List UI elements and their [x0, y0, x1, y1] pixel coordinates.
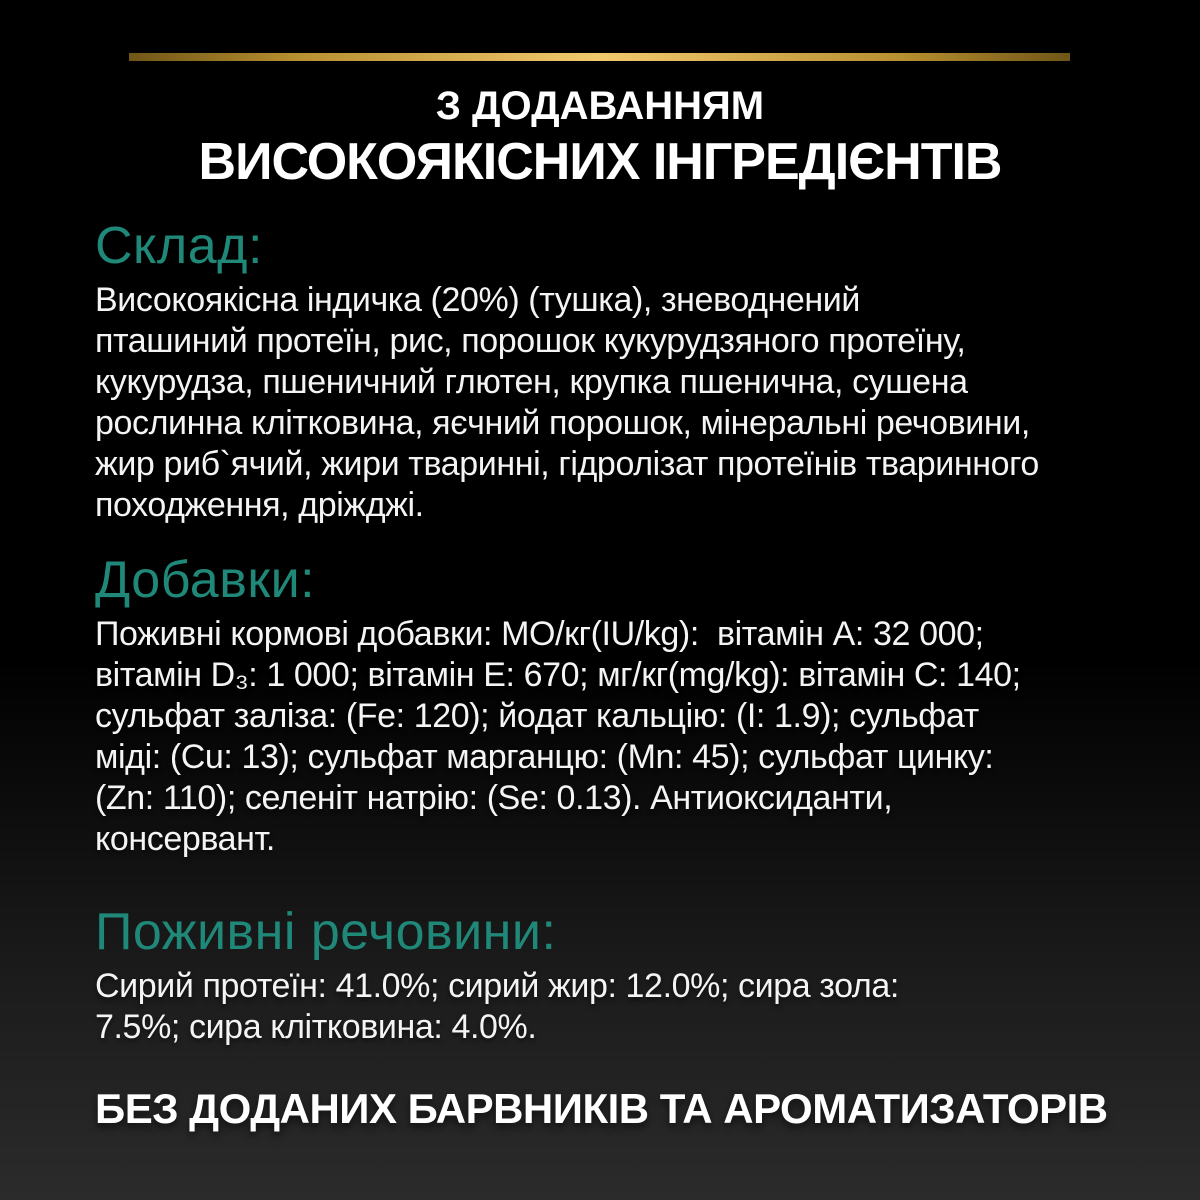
nutrients-title: Поживні речовини: — [95, 903, 557, 961]
composition-body: Високоякісна індичка (20%) (тушка), зневоднений пташиний протеїн, рис, порошок кукурудзяного протеїну, кукурудза, пшеничний глютен, крупка пшенична, сушена рослинна клітковина, яєчний порошок, мінеральні речовини, жир риб`ячий, жири тваринні, гідролізат протеїнів тваринного походження, дріжджі. — [95, 281, 1039, 524]
header-subtitle: З ДОДАВАННЯМ — [435, 84, 765, 128]
no-additives-claim: БЕЗ ДОДАНИХ БАРВНИКІВ ТА АРОМАТИЗАТОРІВ — [95, 1085, 1108, 1132]
additives-body: Поживні кормові добавки: МО/кг(IU/kg): вітамін A: 32 000; вітамін D₃: 1 000; вітамін E: 670; мг/кг(mg/kg): вітамін C: 140; сульфат заліза: (Fe: 120); йодат кальцію: (I: 1.9); сульфат міді: (Cu: 13); сульфат марганцю: (Mn: 45); сульфат цинку: (Zn: 110); селеніт натрію: (Se: 0.13). Антиоксиданти, консервант. — [95, 615, 1021, 858]
composition-title: Склад: — [95, 217, 263, 275]
nutrients-body: Сирий протеїн: 41.0%; сирий жир: 12.0%; сира зола: 7.5%; сира клітковина: 4.0%. — [95, 967, 899, 1046]
header — [0, 84, 1200, 190]
section-nutrients — [95, 904, 1165, 1048]
section-additives — [95, 552, 1165, 860]
additives-title: Добавки: — [95, 551, 316, 609]
section-composition — [95, 218, 1165, 526]
header-title: ВИСОКОЯКІСНИХ ІНГРЕДІЄНТІВ — [198, 133, 1002, 191]
gold-accent-bar — [129, 53, 1070, 61]
